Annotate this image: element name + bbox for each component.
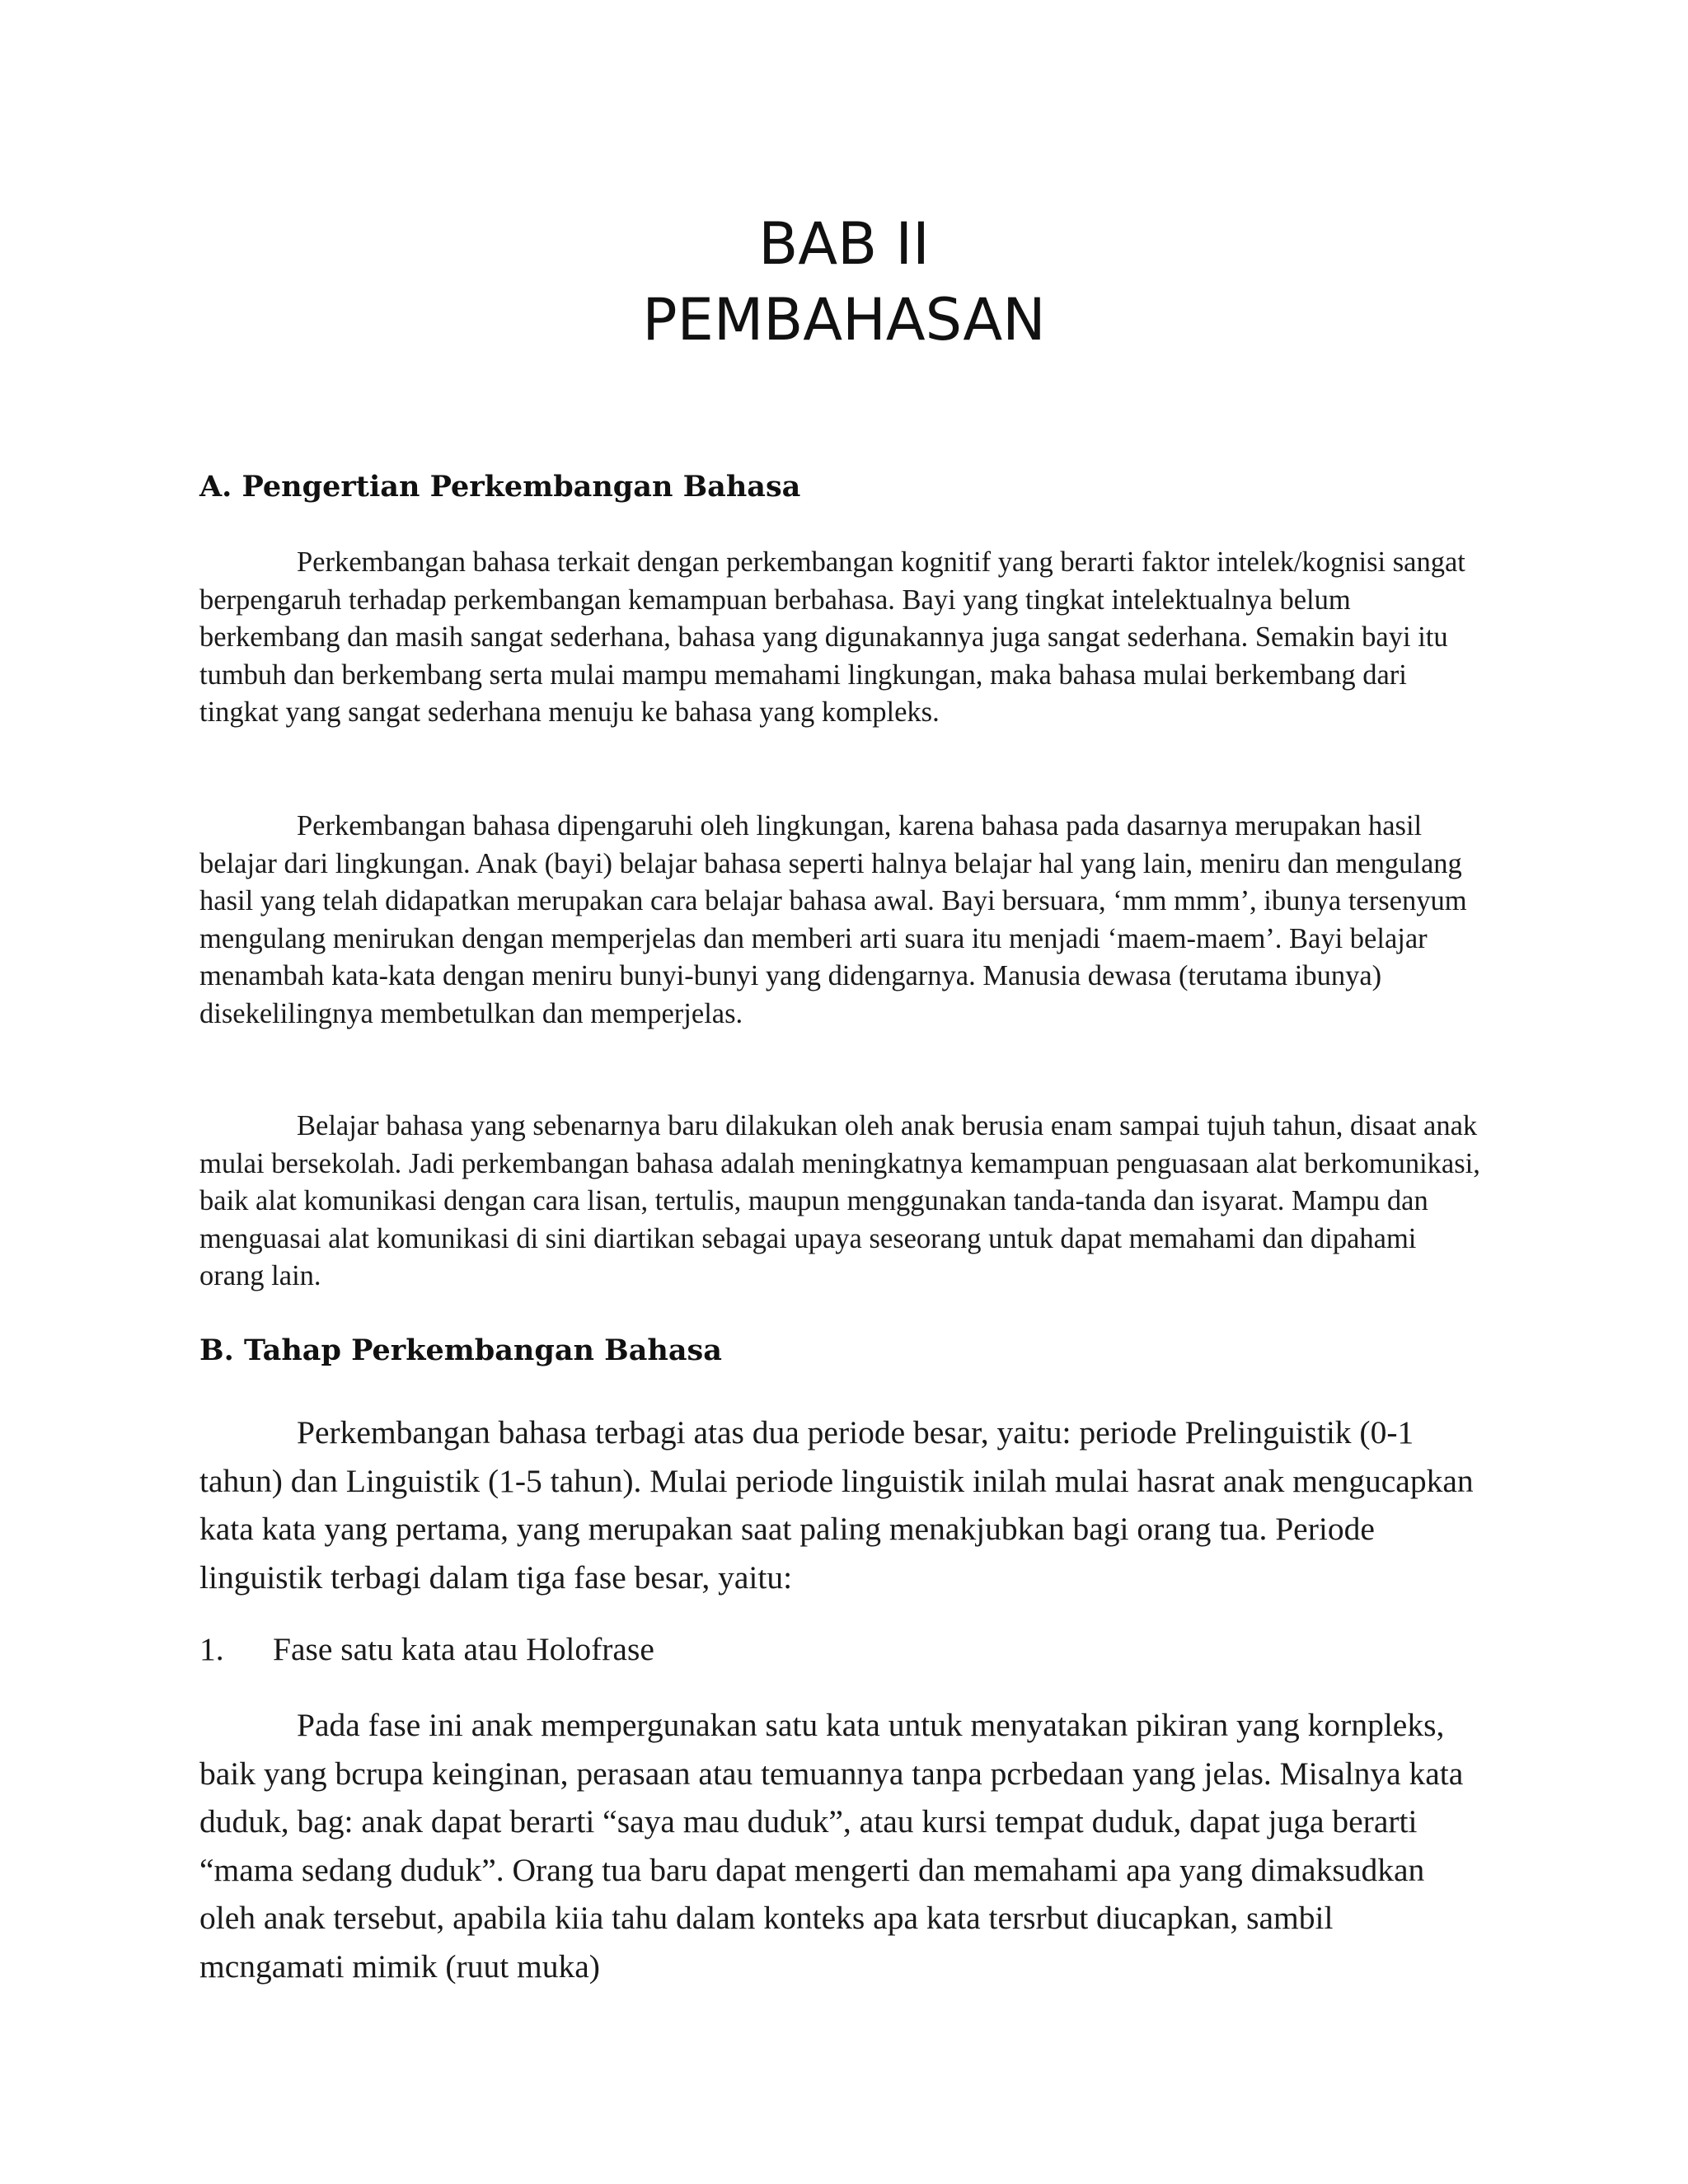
list-item-number: 1. — [199, 1631, 224, 1667]
chapter-title — [0, 206, 1688, 358]
list-item-label: Fase satu kata atau Holofrase — [273, 1631, 654, 1667]
section-a-paragraph-3: Belajar bahasa yang sebenarnya baru dilakukan oleh anak berusia enam sampai tujuh tahun, disaat anak mulai bersekolah. Jadi perkembangan bahasa adalah meningkatnya kemampuan penguasaan alat berkomunikasi, baik alat komunikasi dengan cara lisan, tertulis, maupun menggunakan tanda-tanda dan isyarat. Mampu dan menguasai alat komunikasi di sini diartikan sebagai upaya seseorang untuk dapat memahami dan dipahami orang lain. — [199, 1110, 1480, 1291]
chapter-number: BAB II — [758, 210, 930, 278]
section-b-intro-paragraph: Perkembangan bahasa terbagi atas dua periode besar, yaitu: periode Prelinguistik (0-1 tahun) dan Linguistik (1-5 tahun). Mulai periode linguistik inilah mulai hasrat anak mengucapkan kata kata yang pertama, yang merupakan saat paling menakjubkan bagi orang tua. Periode linguistik terbagi dalam tiga fase besar, yaitu: — [199, 1414, 1474, 1596]
section-a-heading: A. Pengertian Perkembangan Bahasa — [199, 470, 801, 504]
section-a-paragraph-1: Perkembangan bahasa terkait dengan perkembangan kognitif yang berarti faktor intelek/kognisi sangat berpengaruh terhadap perkembangan kemampuan berbahasa. Bayi yang tingkat intelektualnya belum berkembang dan masih sangat sederhana, bahasa yang digunakannya juga sangat sederhana. Semakin bayi itu tumbuh dan berkembang serta mulai mampu memahami lingkungan, maka bahasa mulai berkembang dari tingkat yang sangat sederhana menuju ke bahasa yang kompleks. — [199, 546, 1465, 728]
chapter-name: PEMBAHASAN — [642, 286, 1046, 354]
list-item-phase-1 — [199, 1625, 654, 1673]
phase-1-paragraph: Pada fase ini anak mempergunakan satu kata untuk menyatakan pikiran yang kornpleks, baik yang bcrupa keinginan, perasaan atau temuannya tanpa pcrbedaan yang jelas. Misalnya kata duduk, bag: anak dapat berarti “saya mau duduk”, atau kursi tempat duduk, dapat juga berarti “mama sedang duduk”. Orang tua baru dapat mengerti dan memahami apa yang dimaksudkan oleh anak tersebut, apabila kiia tahu dalam konteks apa kata tersrbut diucapkan, sambil mcngamati mimik (ruut muka) — [199, 1707, 1464, 1985]
section-a-paragraph-2: Perkembangan bahasa dipengaruhi oleh lingkungan, karena bahasa pada dasarnya merupakan hasil belajar dari lingkungan. Anak (bayi) belajar bahasa seperti halnya belajar hal yang lain, meniru dan mengulang hasil yang telah didapatkan merupakan cara belajar bahasa awal. Bayi bersuara, ‘mm mmm’, ibunya tersenyum mengulang menirukan dengan memperjelas dan memberi arti suara itu menjadi ‘maem-maem’. Bayi belajar menambah kata-kata dengan meniru bunyi-bunyi yang didengarnya. Manusia dewasa (terutama ibunya) disekelilingnya membetulkan dan memperjelas. — [199, 810, 1467, 1029]
section-b-heading: B. Tahap Perkembangan Bahasa — [199, 1333, 722, 1367]
